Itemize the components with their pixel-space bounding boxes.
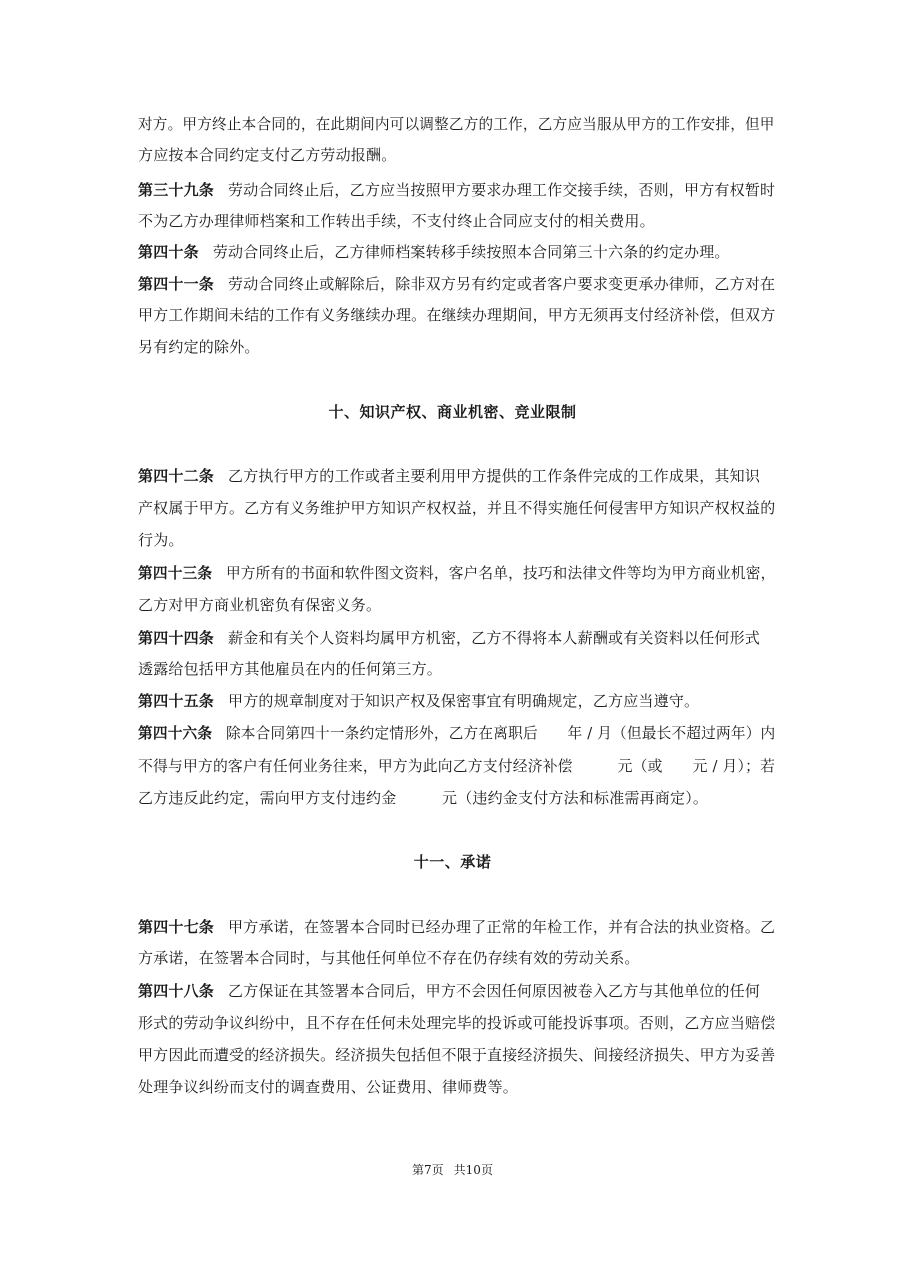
paragraph-line: 甲方工作期间未结的工作有义务继续办理。在继续办理期间，甲方无须再支付经济补偿，但双方	[138, 306, 776, 324]
paragraph-line: 乙方对甲方商业机密负有保密义务。	[138, 596, 382, 614]
article-number: 第四十六条	[138, 724, 213, 742]
paragraph-line: 行为。	[138, 531, 184, 549]
paragraph-line: 处理争议纠纷而支付的调查费用、公证费用、律师费等。	[138, 1078, 519, 1096]
article-48	[138, 981, 760, 1001]
article-text: 乙方执行甲方的工作或者主要利用甲方提供的工作条件完成的工作成果，其知识	[228, 467, 761, 485]
article-44	[138, 628, 760, 648]
article-45	[138, 691, 699, 711]
article-39	[138, 180, 775, 200]
page-number: 第7页	[412, 1163, 444, 1177]
section-heading: 十一、承诺	[413, 853, 492, 871]
article-number: 第四十一条	[138, 275, 215, 293]
paragraph-line: 对方。甲方终止本合同的，在此期间内可以调整乙方的工作，乙方应当服从甲方的工作安排，但甲	[138, 115, 775, 133]
paragraph-line: 不为乙方办理律师档案和工作转出手续，不支付终止合同应支付的相关费用。	[138, 212, 655, 230]
article-text: 甲方承诺，在签署本合同时已经办理了正常的年检工作，并有合法的执业资格。乙	[228, 918, 776, 936]
article-text: 甲方的规章制度对于知识产权及保密事宜有明确规定，乙方应当遵守。	[228, 692, 700, 710]
paragraph-line: 产权属于甲方。乙方有义务维护甲方知识产权权益，并且不得实施任何侵害甲方知识产权权益的	[138, 499, 776, 517]
article-number: 第四十条	[138, 243, 199, 261]
article-42	[138, 466, 760, 486]
article-number: 第四十二条	[138, 467, 215, 485]
article-text: 甲方所有的书面和软件图文资料，客户名单，技巧和法律文件等均为甲方商业机密，	[225, 564, 776, 582]
paragraph-line: 透露给包括甲方其他雇员在内的任何第三方。	[138, 660, 443, 678]
paragraph-line: 甲方因此而遭受的经济损失。经济损失包括但不限于直接经济损失、间接经济损失、甲方为妥善	[138, 1046, 776, 1064]
page-total: 共10页	[453, 1163, 493, 1177]
article-number: 第四十七条	[138, 918, 215, 936]
paragraph-line: 不得与甲方的客户有任何业务往来，甲方为此向乙方支付经济补偿 元（或 元 / 月）；若	[138, 757, 776, 775]
paragraph-line: 方承诺，在签署本合同时，与其他任何单位不存在仍存续有效的劳动关系。	[138, 949, 640, 967]
article-text: 劳动合同终止后，乙方应当按照甲方要求办理工作交接手续，否则，甲方有权暂时	[228, 181, 776, 199]
paragraph-line: 方应按本合同约定支付乙方劳动报酬。	[138, 146, 397, 164]
article-text: 薪金和有关个人资料均属甲方机密，乙方不得将本人薪酬或有关资料以任何形式	[228, 629, 761, 647]
article-43	[138, 563, 775, 583]
article-number: 第四十八条	[138, 982, 215, 1000]
article-text: 乙方保证在其签署本合同后，甲方不会因任何原因被卷入乙方与其他单位的任何	[228, 982, 761, 1000]
article-text: 除本合同第四十一条约定情形外，乙方在离职后 年 / 月（但最长不超过两年）内	[225, 724, 776, 742]
article-number: 第四十三条	[138, 564, 213, 582]
article-number: 第三十九条	[138, 181, 215, 199]
article-40	[138, 242, 730, 262]
paragraph-line: 乙方违反此约定，需向甲方支付违约金 元（违约金支付方法和标准需再商定）。	[138, 789, 709, 807]
article-47	[138, 917, 775, 937]
article-41	[138, 274, 775, 294]
article-46	[138, 723, 775, 743]
paragraph-line: 形式的劳动争议纠纷中，且不存在任何未处理完毕的投诉或可能投诉事项。否则，乙方应当赔偿	[138, 1014, 776, 1032]
article-number: 第四十四条	[138, 629, 215, 647]
article-text: 劳动合同终止或解除后，除非双方另有约定或者客户要求变更承办律师，乙方对在	[228, 275, 776, 293]
article-text: 劳动合同终止后，乙方律师档案转移手续按照本合同第三十六条的约定办理。	[212, 243, 730, 261]
section-heading: 十、知识产权、商业机密、竞业限制	[328, 403, 577, 421]
article-number: 第四十五条	[138, 692, 215, 710]
paragraph-line: 另有约定的除外。	[138, 338, 260, 356]
page-footer	[0, 1162, 905, 1178]
